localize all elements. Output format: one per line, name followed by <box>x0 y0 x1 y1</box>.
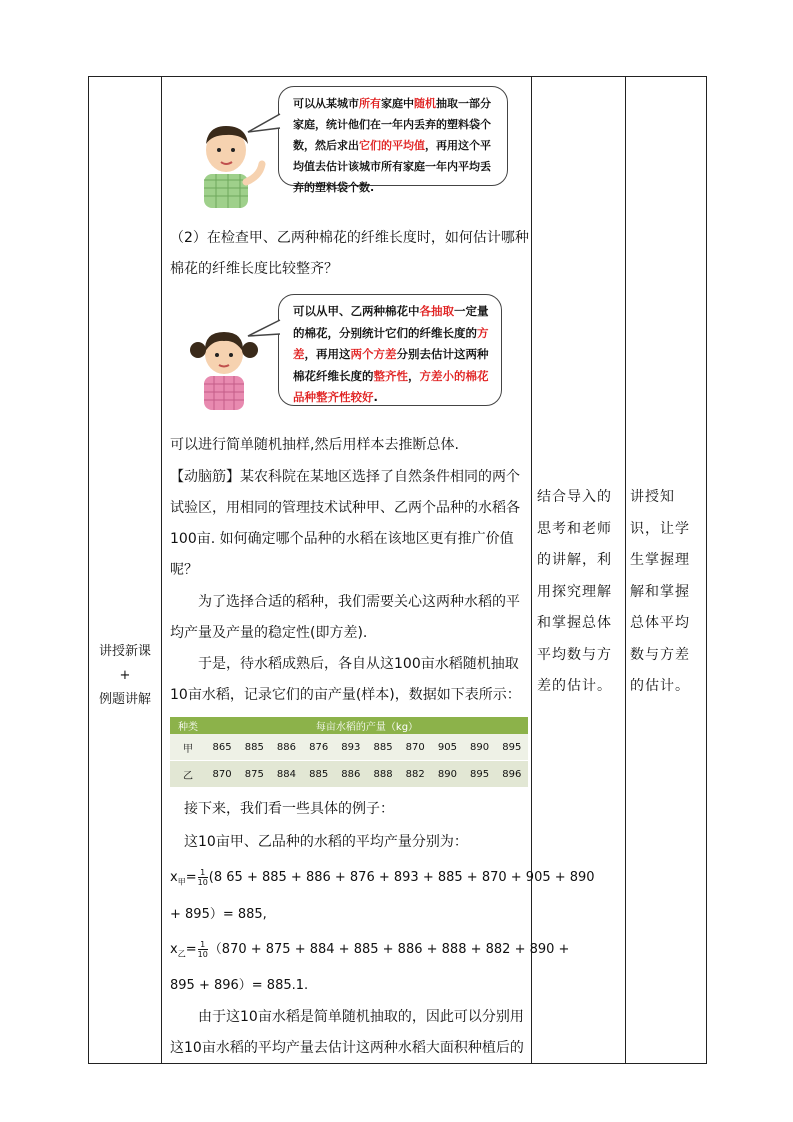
bubble-highlight: 所有 <box>359 97 381 110</box>
bubble-tail <box>246 112 282 136</box>
table-cell: 875 <box>238 761 270 788</box>
paragraph: 接下来，我们看一些具体的例子： <box>184 801 394 817</box>
table-cell: 870 <box>206 761 238 788</box>
stage-label-line: + <box>119 668 131 683</box>
formula-subscript: 乙 <box>177 949 186 959</box>
design-intent-text: 讲授知识，让学生掌握理解和掌握总体平均数与方差的估计。 <box>630 489 690 694</box>
table-cell: 890 <box>464 734 496 761</box>
bubble-text: . <box>373 390 378 404</box>
table-cell: 870 <box>399 734 431 761</box>
stage-label <box>89 640 161 712</box>
rice-yield-table <box>170 717 528 788</box>
table-cell: 905 <box>431 734 463 761</box>
formula-symbol: = <box>185 942 197 957</box>
table-cell: 884 <box>270 761 302 788</box>
table-cell: 885 <box>303 761 335 788</box>
bubble-highlight: 整齐性 <box>373 368 408 383</box>
column-divider <box>161 76 162 1064</box>
formula-mean-yi-cont: 895 + 896）= 885.1. <box>170 978 309 993</box>
formula-mean-jia <box>170 862 595 898</box>
paragraph: 为了选择合适的稻种，我们需要关心这两种水稻的平均产量及产量的稳定性(即方差). <box>170 594 520 641</box>
bubble-text: 抽取一部分 <box>436 97 491 110</box>
fraction-denominator: 10 <box>197 878 208 887</box>
bubble-text: 可以从甲、乙两种棉花中 <box>293 304 420 318</box>
fraction-denominator: 10 <box>197 950 208 959</box>
column-divider <box>531 76 532 1064</box>
formula-text: （870 + 875 + 884 + 885 + 886 + 888 + 882 + 890 + <box>208 942 570 957</box>
table-cell: 乙 <box>170 761 206 788</box>
formula-text: (8 65 + 885 + 886 + 876 + 893 + 885 + 870 + 905 + 890 <box>208 870 595 885</box>
bubble-highlight: 它们的平均值 <box>359 139 425 152</box>
bubble-highlight: 方差小的棉花品种整齐性较好 <box>293 368 489 404</box>
bubble-tail <box>246 318 282 342</box>
table-cell: 888 <box>367 761 399 788</box>
table-cell: 895 <box>464 761 496 788</box>
bubble-highlight: 方差 <box>293 325 489 361</box>
formula-symbol: x <box>170 942 178 957</box>
formula-mean-jia-cont: + 895）= 885, <box>170 907 267 922</box>
stage-label-line: 例题讲解 <box>98 692 151 707</box>
table-cell: 865 <box>206 734 238 761</box>
bubble-text: 分别去估计这两种棉花纤维长度的 <box>293 347 489 383</box>
table-cell: 890 <box>431 761 463 788</box>
formula-symbol: x <box>170 870 178 885</box>
formula-symbol: = <box>185 870 197 885</box>
table-header: 每亩水稻的产量（kg） <box>206 717 528 734</box>
stage-label-line: 讲授新课 <box>98 644 151 659</box>
paragraph: 可以进行简单随机抽样,然后用样本去推断总体. <box>170 437 459 453</box>
table-cell: 886 <box>335 761 367 788</box>
fraction-numerator: 1 <box>198 868 208 878</box>
paragraph: 于是，待水稻成熟后，各自从这100亩水稻随机抽取10亩水稻，记录它们的亩产量(样本)，数据如下表所示： <box>170 656 521 703</box>
table-cell: 895 <box>496 734 528 761</box>
table-cell: 885 <box>238 734 270 761</box>
table-header: 种类 <box>170 717 206 734</box>
bubble-text: 一定量的棉花，分别统计它们的纤维长度的 <box>293 304 489 340</box>
table-cell: 896 <box>496 761 528 788</box>
think-paragraph: 【动脑筋】某农科院在某地区选择了自然条件相同的两个试验区，用相同的管理技术试种甲、乙两个品种的水稻各100亩. 如何确定哪个品种的水稻在该地区更有推广价值呢？ <box>170 469 520 578</box>
bubble-text: ， <box>408 368 420 383</box>
formula-mean-yi <box>170 934 570 970</box>
bubble-highlight: 随机 <box>414 97 436 110</box>
table-cell: 885 <box>367 734 399 761</box>
fraction <box>198 940 208 959</box>
question-2: （2）在检查甲、乙两种棉花的纤维长度时，如何估计哪种棉花的纤维长度比较整齐？ <box>170 230 529 277</box>
bubble-text: ，再用这个平均值去估计该城市所有家庭一年内平均丢弃的塑料袋个数. <box>293 139 491 194</box>
fraction-numerator: 1 <box>198 940 208 950</box>
speech-bubble-2 <box>278 294 502 406</box>
table-cell: 882 <box>399 761 431 788</box>
paragraph: 由于这10亩水稻是简单随机抽取的，因此可以分别用这10亩水稻的平均产量去估计这两种水稻大面积种植后的 <box>170 1009 524 1056</box>
table-row <box>170 734 528 761</box>
column-divider <box>625 76 626 1064</box>
bubble-text: 可以从某城市 <box>293 97 359 110</box>
table-cell: 甲 <box>170 734 206 761</box>
bubble-text: 家庭，统计他们在一年内丢弃的塑料袋个数，然后求出 <box>293 118 491 152</box>
student-activity-text: 结合导入的思考和老师的讲解，利用探究理解和掌握总体平均数与方差的估计。 <box>537 489 612 694</box>
fraction <box>198 868 208 887</box>
bubble-text: ，再用这 <box>304 347 351 361</box>
table-row <box>170 761 528 788</box>
formula-subscript: 甲 <box>177 877 186 887</box>
bubble-text: 家庭中 <box>381 97 414 110</box>
table-cell: 893 <box>335 734 367 761</box>
table-cell: 886 <box>270 734 302 761</box>
speech-bubble-1 <box>278 86 508 194</box>
paragraph: 这10亩甲、乙品种的水稻的平均产量分别为： <box>184 834 468 850</box>
bubble-highlight: 各抽取 <box>419 304 454 318</box>
bubble-highlight: 两个方差 <box>350 347 397 361</box>
table-cell: 876 <box>303 734 335 761</box>
